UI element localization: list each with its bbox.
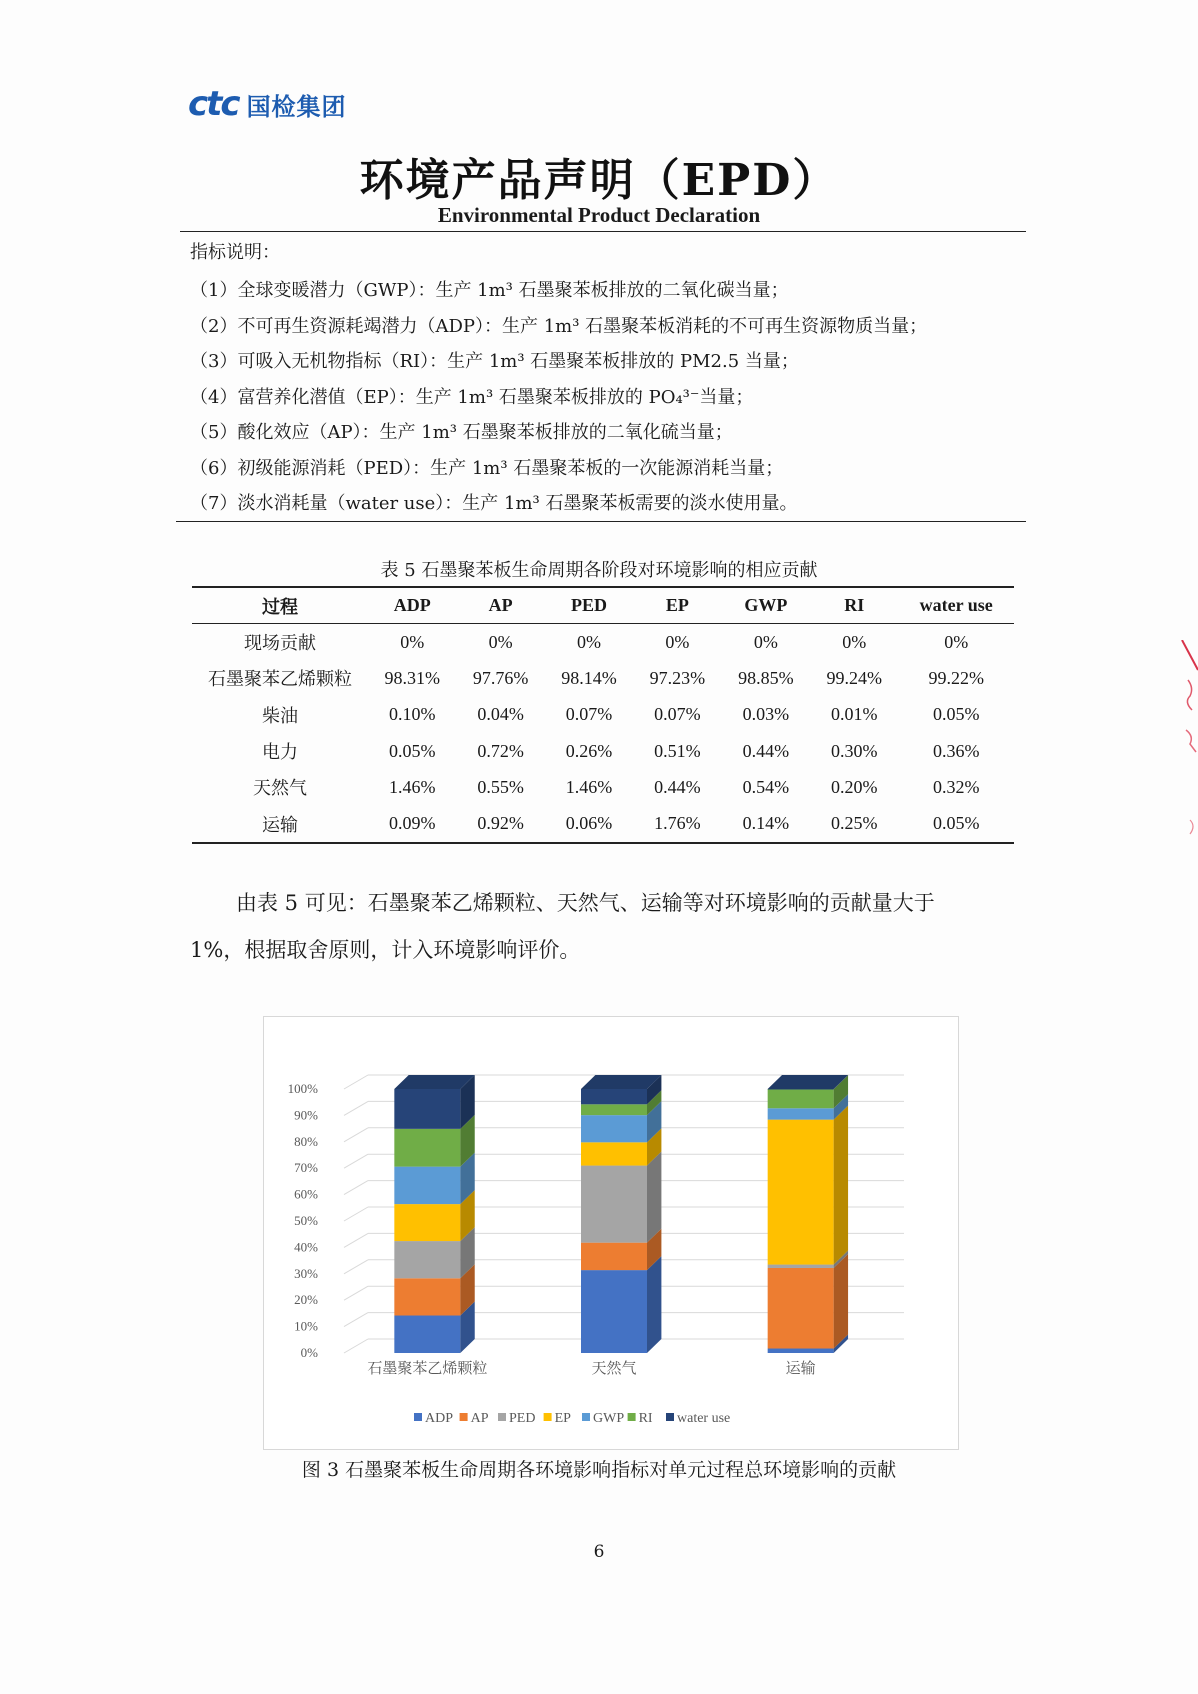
table-cell: 0.10% [388,704,436,725]
y-tick-label: 60% [294,1186,318,1202]
table-cell: 98.85% [738,667,794,688]
legend-swatch [414,1413,422,1421]
gridline-depth [344,1286,368,1300]
bar-segment-water-use [581,1089,647,1104]
table-cell: 0.54% [742,776,790,797]
legend-label: EP [554,1411,571,1426]
legend-label: ADP [425,1411,454,1426]
column-header: water use [898,587,1014,624]
legend-label: AP [470,1411,489,1426]
gridline-depth [344,1207,368,1221]
column-header: ADP [368,587,456,624]
bar-segment-ped [394,1241,460,1278]
table-cell: 0.36% [932,740,980,761]
column-header: GWP [722,587,810,624]
y-tick-label: 30% [294,1265,318,1281]
table-body [192,624,1014,843]
y-tick-label: 0% [300,1345,318,1360]
table-cell: 0.14% [742,813,790,834]
row-label: 电力 [262,742,298,763]
bar-segment-ap [581,1243,647,1270]
table-cell: 0.72% [477,740,524,761]
table-cell: 0.30% [830,740,878,761]
table-cell: 0.44% [742,740,790,761]
legend-swatch [666,1413,674,1421]
page-number: 6 [593,1542,605,1562]
x-category-label: 运输 [785,1359,816,1377]
table-cell: 97.23% [649,667,706,688]
table-cell: 0.51% [654,740,701,761]
notes-list [190,273,927,522]
gridline-depth [344,1128,368,1142]
row-label: 运输 [262,814,298,835]
contribution-table [192,586,1014,844]
bar-side-ap [834,1254,848,1349]
table-cell: 0.03% [742,704,790,725]
table-cell: 99.22% [928,667,984,688]
legend-swatch [628,1413,636,1421]
logo-text: 国检集团 [246,92,347,121]
gridline-depth [344,1101,368,1115]
note-item: （1）全球变暖潜力（GWP）：生产 1m³ 石墨聚苯板排放的二氧化碳当量； [190,280,789,301]
column-header: AP [456,587,544,624]
table-cell: 0.07% [654,704,701,725]
table-cell: 0.25% [830,813,878,834]
x-category-label: 石墨聚苯乙烯颗粒 [367,1359,488,1377]
ctc-logo [188,84,347,124]
gridline-depth [344,1075,368,1089]
notes-rule [176,521,1026,522]
bar-segment-water-use [768,1089,834,1090]
table-cell: 0% [753,631,778,652]
table-cell: 0% [665,631,690,652]
column-header: RI [810,587,898,624]
gridline-depth [344,1233,368,1247]
table-cell: 98.14% [561,667,617,688]
table-cell: 0.07% [565,704,613,725]
table-cell: 0.44% [654,776,701,797]
bar-segment-gwp [394,1167,460,1204]
table-cell: 0% [400,631,425,652]
table-cell: 0.92% [477,813,524,834]
table-cell: 0.01% [830,704,878,725]
legend-label: RI [638,1411,653,1426]
note-item: （3）可吸入无机物指标（RI）：生产 1m³ 石墨聚苯板排放的 PM2.5 当量； [190,351,799,372]
figure-caption: 图 3 石墨聚苯板生命周期各环境影响指标对单元过程总环境影响的贡献 [301,1459,897,1481]
note-item: （6）初级能源消耗（PED）：生产 1m³ 石墨聚苯板的一次能源消耗当量； [190,457,784,479]
legend-label: water use [677,1411,731,1426]
page-title: 环境产品声明（EPD） [359,155,839,206]
legend-label: PED [509,1411,536,1426]
red-stamp-fragment [1180,640,1198,850]
bar-segment-gwp [768,1108,834,1119]
table-cell: 0.05% [932,704,980,725]
table-row [192,769,1014,805]
note-item: （5）酸化效应（AP）：生产 1m³ 石墨聚苯板排放的二氧化硫当量； [190,422,733,443]
title-rule [180,231,1026,232]
table-row [192,697,1014,733]
bar-segment-adp [768,1349,834,1353]
x-category-label: 天然气 [591,1359,637,1377]
body-paragraph [190,880,1020,974]
note-item: （7）淡水消耗量（water use）：生产 1m³ 石墨聚苯板需要的淡水使用量。 [190,493,798,514]
y-tick-label: 80% [294,1133,318,1149]
bar-segment-ri [581,1104,647,1115]
table-caption: 表 5 石墨聚苯板生命周期各阶段对环境影响的相应贡献 [380,560,818,581]
legend-swatch [582,1413,590,1421]
gridline-depth [344,1339,368,1353]
bar-side-adp [647,1256,661,1353]
table-row [192,733,1014,769]
table-cell: 0.05% [932,813,980,834]
logo-mark: ctc [188,84,239,124]
table-cell: 0% [577,631,602,652]
bar-segment-ep [768,1120,834,1265]
table-row [192,624,1014,661]
bar-segment-ap [768,1268,834,1349]
table-cell: 0.26% [565,740,613,761]
legend-swatch [544,1413,552,1421]
gridline-depth [344,1260,368,1274]
y-tick-label: 10% [294,1318,318,1334]
bar-segment-ep [394,1204,460,1241]
y-tick-label: 90% [294,1107,318,1123]
bar-side-ped [647,1152,661,1243]
y-tick-label: 100% [287,1081,318,1096]
legend-swatch [460,1413,468,1421]
table-cell: 0% [944,631,969,652]
table-cell: 0.04% [477,704,524,725]
table-cell: 0.05% [388,740,436,761]
bar-segment-ap [394,1278,460,1315]
bar-side-ep [834,1106,848,1265]
legend-label: GWP [593,1411,625,1426]
chart-svg [264,1017,958,1449]
table-row [192,805,1014,842]
table-cell: 0.20% [830,776,878,797]
y-tick-label: 70% [294,1160,318,1176]
stacked-bar-chart [263,1016,959,1450]
row-label: 石墨聚苯乙烯颗粒 [208,669,352,690]
column-header: EP [633,587,721,624]
y-tick-label: 40% [294,1239,318,1255]
column-header: PED [545,587,633,624]
table-cell: 0% [488,631,513,652]
row-label: 天然气 [253,778,307,799]
y-tick-label: 20% [294,1292,318,1308]
table-cell: 1.76% [654,813,701,834]
gridline-depth [344,1181,368,1195]
note-item: （2）不可再生资源耗竭潜力（ADP）：生产 1m³ 石墨聚苯板消耗的不可再生资源物质当量； [190,315,928,337]
table-cell: 0% [842,631,867,652]
bar-segment-gwp [581,1115,647,1142]
column-header: 过程 [192,587,368,624]
bar-segment-adp [394,1316,460,1353]
paragraph-line: 由表 5 可见：石墨聚苯乙烯颗粒、天然气、运输等对环境影响的贡献量大于 [236,891,935,915]
bar-segment-water-use [394,1089,460,1129]
row-label: 现场贡献 [244,633,316,654]
legend-swatch [498,1413,506,1421]
table-cell: 99.24% [826,667,882,688]
paragraph-line: 1%，根据取舍原则，计入环境影响评价。 [190,938,581,962]
bar-segment-adp [581,1270,647,1353]
table-cell: 1.46% [565,776,613,797]
table-cell: 0.09% [388,813,436,834]
table-cell: 0.55% [477,776,524,797]
gridline-depth [344,1313,368,1327]
table-row [192,660,1014,696]
bar-segment-ped [768,1265,834,1268]
table-cell: 0.32% [932,776,980,797]
bar-segment-ep [581,1142,647,1165]
table-cell: 0.06% [565,813,613,834]
notes-heading: 指标说明： [190,242,280,263]
table-cell: 1.46% [388,776,436,797]
row-label: 柴油 [262,705,298,726]
table-header-row [192,587,1014,624]
table-cell: 98.31% [384,667,440,688]
gridline-depth [344,1154,368,1168]
table-cell: 97.76% [472,667,529,688]
bar-segment-ped [581,1166,647,1243]
bar-segment-ri [394,1129,460,1167]
note-item: （4）富营养化潜值（EP）：生产 1m³ 石墨聚苯板排放的 PO₄³⁻当量； [190,386,754,408]
bar-segment-ri [768,1089,834,1108]
page-subtitle: Environmental Product Declaration [437,203,761,227]
y-tick-label: 50% [294,1213,318,1228]
